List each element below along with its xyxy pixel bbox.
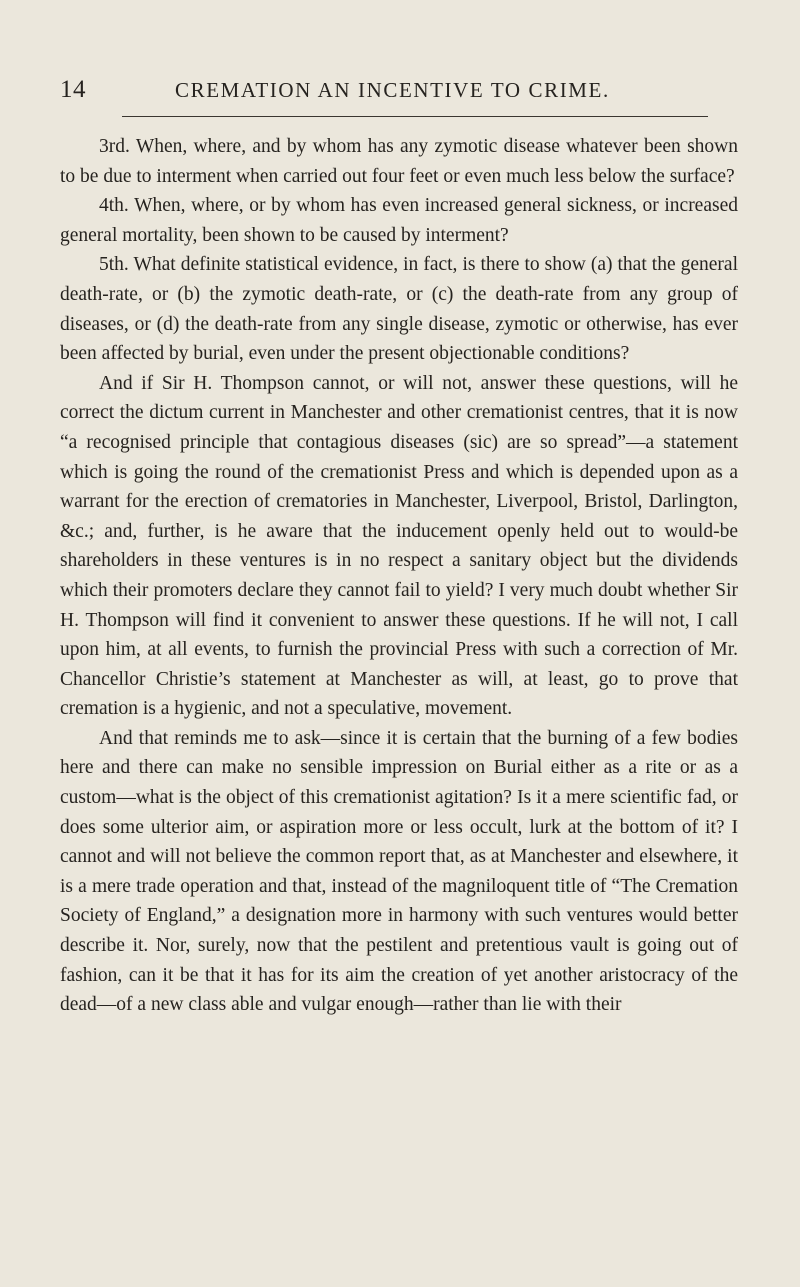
running-head: CREMATION AN INCENTIVE TO CRIME. <box>175 78 610 102</box>
paragraph-reminds: And that reminds me to ask—since it is certain that the burning of a few bodies here and there can make no sensible impression on Burial either as a rite or as a custom—what is the object of this cremationist agitation? Is it a mere scientific fad, or does some ulterior aim, or aspiration more or less occult, lurk at the bottom of it? I cannot and will not believe the common report that, as at Manchester and elsewhere, it is a mere trade operation and that, instead of the magniloquent title of “The Cremation Society of England,” a designation more in harmony with such ventures would better describe it. Nor, surely, now that the pestilent and pretentious vault is going out of fashion, can it be that it has for its aim the creation of yet another aristocracy of the dead—of a new class able and vulgar enough—rather than lie with their <box>60 727 738 1016</box>
paragraph-4th: 4th. When, where, or by whom has even increased general sickness, or increased general mortality, been shown to be caused by interment? <box>60 195 738 246</box>
header-rule <box>122 116 708 117</box>
body-text <box>60 132 738 1020</box>
paragraph-3rd: 3rd. When, where, and by whom has any zymotic disease whatever been shown to be due to interment when carried out four feet or even much less below the surface? <box>60 136 738 187</box>
paragraph-5th: 5th. What definite statistical evidence, in fact, is there to show (a) that the general death-rate, or (b) the zymotic death-rate, or (c) the death-rate from any group of diseases, or (d) the death-rate from any single disease, zymotic or otherwise, has ever been affected by burial, even under the present objectionable conditions? <box>60 254 738 365</box>
page-header <box>60 76 740 112</box>
page-number: 14 <box>60 76 86 103</box>
paragraph-thompson: And if Sir H. Thompson cannot, or will not, answer these questions, will he correct the dictum current in Manchester and other cremationist centres, that it is now “a recognised principle that contagious diseases (sic) are so spread”—a statement which is going the round of the cremationist Press and which is depended upon as a warrant for the erection of crematories in Manchester, Liverpool, Bristol, Darlington, &c.; and, further, is he aware that the inducement openly held out to would-be shareholders in these ventures is in no respect a sanitary object but the dividends which their promoters declare they cannot fail to yield? I very much doubt whether Sir H. Thompson will find it convenient to answer these questions. If he will not, I call upon him, at all events, to furnish the provincial Press with such a correction of Mr. Chancellor Christie’s statement at Manchester as will, at least, go to prove that cremation is a hygienic, and not a speculative, movement. <box>60 372 738 720</box>
